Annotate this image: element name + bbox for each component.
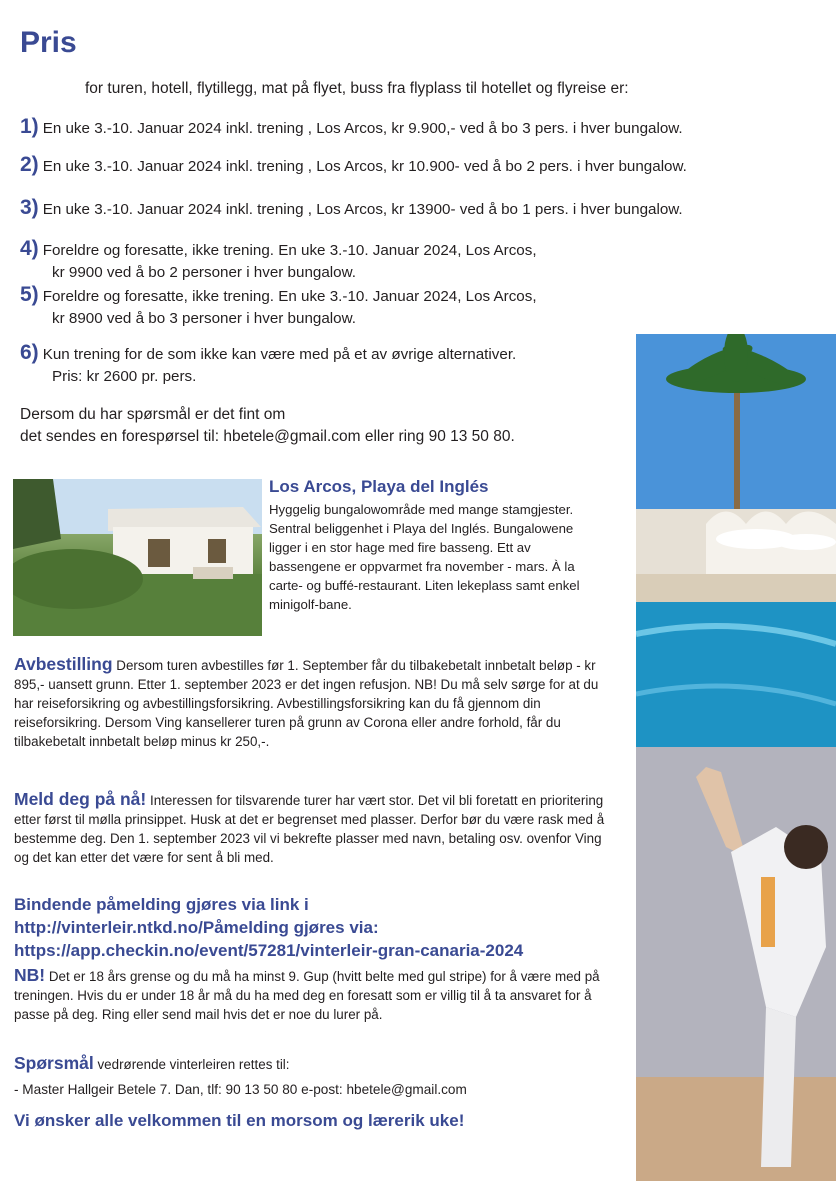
option-number: 5) bbox=[20, 283, 39, 306]
option-number: 2) bbox=[20, 153, 39, 176]
contact-person-line: - Master Hallgeir Betele 7. Dan, tlf: 90 13 50 80 e-post: hbetele@gmail.com bbox=[14, 1082, 467, 1097]
los-arcos-title: Los Arcos, Playa del Inglés bbox=[269, 477, 489, 496]
signup-section bbox=[14, 790, 614, 867]
nb-heading: NB! bbox=[14, 965, 46, 985]
contact-line-1: Dersom du har spørsmål er det fint om bbox=[20, 406, 286, 423]
contact-line-2: det sendes en forespørsel til: hbetele@gmail.com eller ring 90 13 50 80. bbox=[20, 428, 515, 445]
option-text: Foreldre og foresatte, ikke trening. En uke 3.-10. Januar 2024, Los Arcos, bbox=[42, 288, 537, 305]
intro-text: for turen, hotell, flytillegg, mat på flyet, buss fra flyplass til hotellet og flyreise er: bbox=[85, 80, 629, 97]
los-arcos-description: Hyggelig bungalowområde med mange stamgjester. Sentral beliggenhet i Playa del Inglés. Bungalowene ligger i en stor hage med fire basseng. Ett av bassengene er oppvarmet fra november - mars. À la carte- og buffé-restaurant. Liten lekeplass samt enkel minigolf-bane. bbox=[269, 502, 580, 612]
option-text: En uke 3.-10. Januar 2024 inkl. trening , Los Arcos, kr 13900- ved å bo 1 pers. i hver bungalow. bbox=[42, 201, 683, 218]
page-title: Pris bbox=[20, 26, 77, 59]
cancellation-heading: Avbestilling bbox=[14, 654, 113, 674]
option-6 bbox=[20, 342, 516, 388]
nb-section bbox=[14, 966, 614, 1024]
signup-text: Interessen for tilsvarende turer har vært stor. Det vil bli foretatt en prioritering etter først til mølla prinsippet. Husk at det er begrenset med plasser. Derfor bør du være rask med å bestemme deg. Den 1. september 2023 vil vi bekrefte plasser med navn, betaling osv. ovenfor Ving og det kan etter det være for sent å bli med. bbox=[14, 793, 605, 865]
option-1 bbox=[20, 116, 683, 140]
option-text: Kun trening for de som ikke kan være med på et av øvrige alternativer. bbox=[42, 346, 517, 363]
option-text: Foreldre og foresatte, ikke trening. En uke 3.-10. Januar 2024, Los Arcos, bbox=[42, 242, 537, 259]
option-number: 1) bbox=[20, 115, 39, 138]
option-number: 6) bbox=[20, 341, 39, 364]
option-text-continued: kr 8900 ved å bo 3 personer i hver bungalow. bbox=[52, 310, 356, 327]
option-2 bbox=[20, 154, 687, 178]
option-5 bbox=[20, 284, 537, 330]
option-3 bbox=[20, 197, 683, 221]
option-text: En uke 3.-10. Januar 2024 inkl. trening , Los Arcos, kr 9.900,- ved å bo 3 pers. i hver bungalow. bbox=[42, 120, 683, 137]
registration-link[interactable]: Bindende påmelding gjøres via link i http://vinterleir.ntkd.no/Påmelding gjøres via: https://app.checkin.no/event/57281/vinterleir-gran-canaria-2024 bbox=[14, 895, 524, 960]
option-text-continued: Pris: kr 2600 pr. pers. bbox=[52, 368, 197, 385]
contact-info bbox=[20, 404, 515, 448]
questions-text: vedrørende vinterleiren rettes til: bbox=[97, 1057, 290, 1072]
option-number: 4) bbox=[20, 237, 39, 260]
cancellation-text: Dersom turen avbestilles før 1. September får du tilbakebetalt innbetalt beløp - kr 895,- uansett grunn. Etter 1. september 2023 er det ingen refusjon. NB! Du må selv sørge for at du har reiseforsikring og avbestillingsforsikring. Avbestillingsforsikring kan du få gjennom din reiseforsikring. Dersom Ving kansellerer turen på grunn av Corona eller andre forhold, får du tilbakebetalt innbetalt beløp minus kr 250,-. bbox=[14, 658, 599, 749]
option-text: En uke 3.-10. Januar 2024 inkl. trening , Los Arcos, kr 10.900- ved å bo 2 pers. i hver bungalow. bbox=[42, 158, 687, 175]
taekwondo-photo bbox=[636, 747, 836, 1181]
closing-message: Vi ønsker alle velkommen til en morsom og lærerik uke! bbox=[14, 1111, 465, 1130]
questions-heading: Spørsmål bbox=[14, 1053, 94, 1073]
nb-text: Det er 18 års grense og du må ha minst 9. Gup (hvitt belte med gul stripe) for å være med på treningen. Hvis du er under 18 år må du ha med deg en foresatt som er villig til å ta ansvaret for å passe på deg. Ring eller send mail hvis det er noe du lurer på. bbox=[14, 969, 600, 1022]
questions-section bbox=[14, 1054, 614, 1074]
option-text-continued: kr 9900 ved å bo 2 personer i hver bungalow. bbox=[52, 264, 356, 281]
option-number: 3) bbox=[20, 196, 39, 219]
pool-photo bbox=[636, 334, 836, 747]
option-4 bbox=[20, 238, 537, 284]
bungalow-photo bbox=[13, 479, 262, 636]
signup-heading: Meld deg på nå! bbox=[14, 789, 147, 809]
cancellation-section bbox=[14, 655, 614, 751]
